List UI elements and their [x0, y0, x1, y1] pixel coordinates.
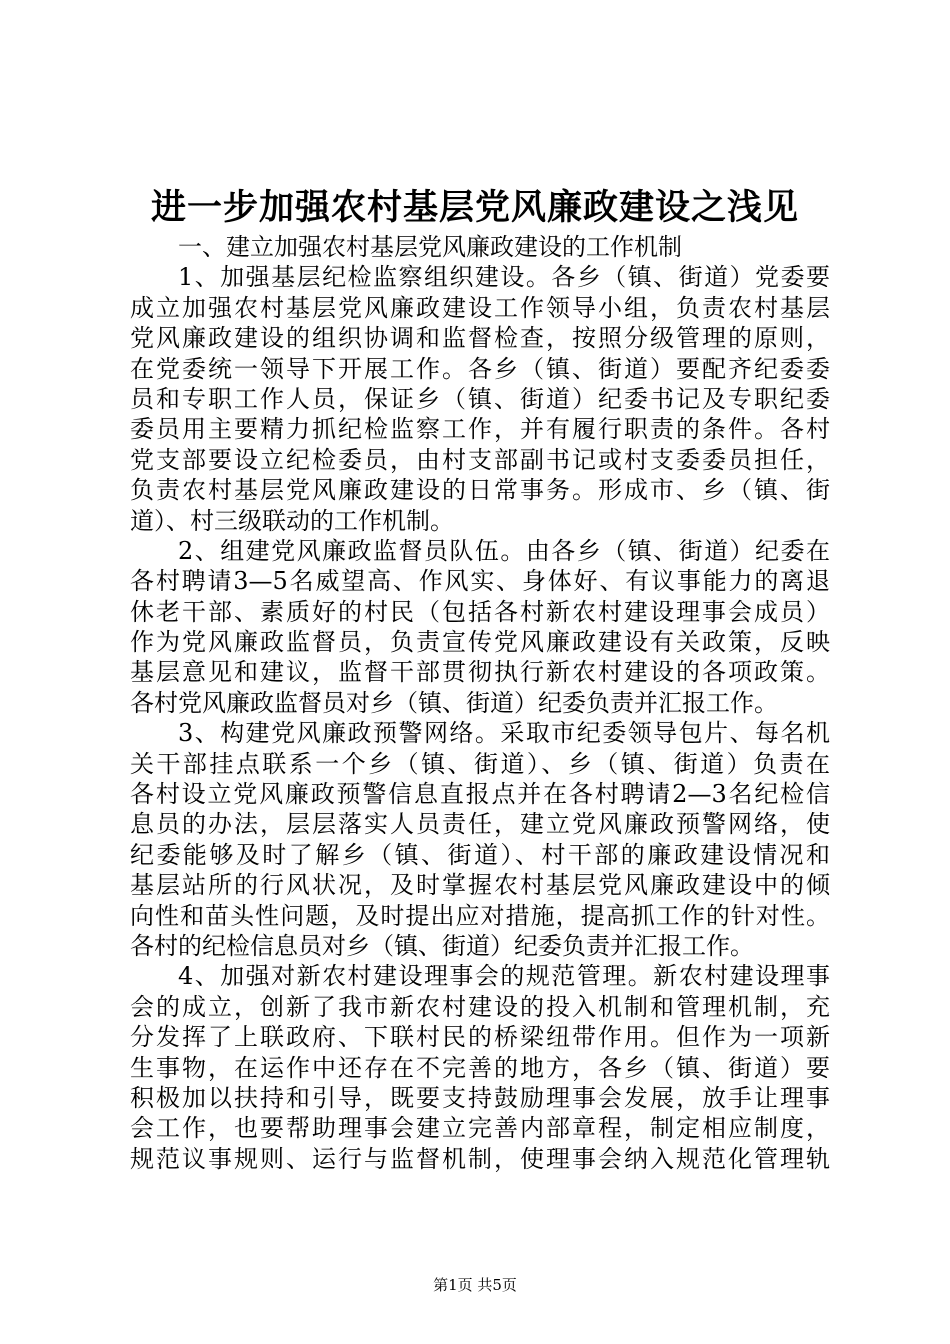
paragraph-line: 基层意见和建议，监督干部贯彻执行新农村建设的各项政策。	[130, 658, 830, 687]
paragraph-line: 休老干部、素质好的村民（包括各村新农村建设理事会成员）	[130, 597, 830, 626]
paragraph-line: 成立加强农村基层党风廉政建设工作领导小组，负责农村基层	[130, 293, 830, 322]
paragraph-line: 委员用主要精力抓纪检监察工作，并有履行职责的条件。各村	[130, 415, 830, 444]
paragraph-line: 4、加强对新农村建设理事会的规范管理。新农村建设理事	[178, 962, 830, 991]
paragraph-line: 会的成立，创新了我市新农村建设的投入机制和管理机制，充	[130, 992, 830, 1021]
document-body	[130, 232, 830, 1174]
paragraph-line: 各村党风廉政监督员对乡（镇、街道）纪委负责并汇报工作。	[130, 688, 778, 717]
document-title: 进一步加强农村基层党风廉政建设之浅见	[150, 188, 799, 228]
paragraph-line: 基层站所的行风状况，及时掌握农村基层党风廉政建设中的倾	[130, 871, 830, 900]
page-footer: 第1页 共5页	[433, 1276, 517, 1294]
paragraph-line: 员和专职工作人员，保证乡（镇、街道）纪委书记及专职纪委	[130, 384, 830, 413]
section-heading: 一、建立加强农村基层党风廉政建设的工作机制	[178, 233, 682, 261]
paragraph-line: 分发挥了上联政府、下联村民的桥梁纽带作用。但作为一项新	[130, 1023, 830, 1052]
paragraph-line: 道）、村三级联动的工作机制。	[130, 506, 454, 535]
paragraph-line: 各村聘请3—5名威望高、作风实、身体好、有议事能力的离退	[130, 567, 830, 596]
paragraph-line: 规范议事规则、运行与监督机制，使理事会纳入规范化管理轨	[130, 1144, 830, 1173]
paragraph-line: 在党委统一领导下开展工作。各乡（镇、街道）要配齐纪委委	[130, 354, 830, 383]
paragraph-line: 3、构建党风廉政预警网络。采取市纪委领导包片、每名机	[178, 719, 830, 748]
paragraph-line: 纪委能够及时了解乡（镇、街道）、村干部的廉政建设情况和	[130, 840, 830, 869]
paragraph-line: 向性和苗头性问题，及时提出应对措施，提高抓工作的针对性。	[130, 901, 830, 930]
paragraph-line: 积极加以扶持和引导，既要支持鼓励理事会发展，放手让理事	[130, 1083, 830, 1112]
paragraph-line: 负责农村基层党风廉政建设的日常事务。形成市、乡（镇、街	[130, 476, 830, 505]
paragraph-line: 作为党风廉政监督员，负责宣传党风廉政建设有关政策，反映	[130, 628, 830, 657]
paragraph-line: 息员的办法，层层落实人员责任，建立党风廉政预警网络，使	[130, 810, 830, 839]
paragraph-line: 各村的纪检信息员对乡（镇、街道）纪委负责并汇报工作。	[130, 931, 754, 960]
paragraph-line: 党风廉政建设的组织协调和监督检查，按照分级管理的原则，	[130, 324, 830, 353]
paragraph-line: 1、加强基层纪检监察组织建设。各乡（镇、街道）党委要	[178, 263, 830, 292]
paragraph-line: 各村设立党风廉政预警信息直报点并在各村聘请2—3名纪检信	[130, 780, 830, 809]
paragraph-line: 党支部要设立纪检委员，由村支部副书记或村支委委员担任，	[130, 445, 830, 474]
paragraph-line: 会工作，也要帮助理事会建立完善内部章程，制定相应制度，	[130, 1114, 830, 1143]
paragraph-line: 生事物，在运作中还存在不完善的地方，各乡（镇、街道）要	[130, 1053, 830, 1082]
paragraph-line: 关干部挂点联系一个乡（镇、街道）、乡（镇、街道）负责在	[130, 749, 830, 778]
paragraph-line: 2、组建党风廉政监督员队伍。由各乡（镇、街道）纪委在	[178, 536, 830, 565]
